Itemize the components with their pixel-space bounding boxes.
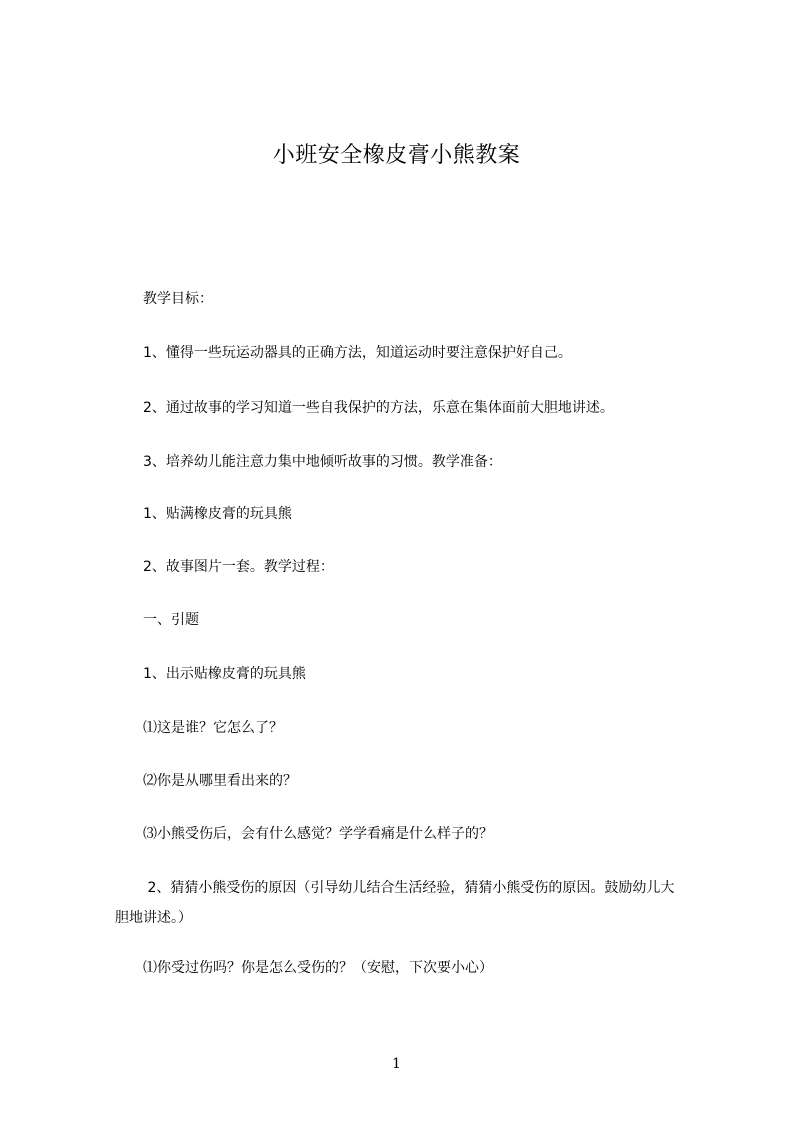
paragraph-question-4: ⑴你受过伤吗？你是怎么受伤的？（安慰，下次要小心）: [115, 960, 493, 976]
paragraph-question-1: ⑴这是谁？它怎么了？: [115, 720, 283, 736]
paragraph-teaching-goals-heading: 教学目标：: [115, 291, 213, 307]
paragraph-question-3: ⑶小熊受伤后，会有什么感觉？学学看痛是什么样子的？: [115, 826, 493, 842]
paragraph-question-2: ⑵你是从哪里看出来的？: [115, 773, 297, 789]
paragraph-goal-3: 3、培养幼儿能注意力集中地倾听故事的习惯。教学准备：: [115, 454, 502, 470]
paragraph-prep-1: 1、贴满橡皮膏的玩具熊: [115, 506, 292, 522]
paragraph-goal-2: 2、通过故事的学习知道一些自我保护的方法，乐意在集体面前大胆地讲述。: [115, 400, 614, 416]
document-title: 小班安全橡皮膏小熊教案: [272, 143, 521, 168]
paragraph-prep-2: 2、故事图片一套。教学过程：: [115, 559, 334, 575]
page-number: 1: [392, 1056, 401, 1072]
paragraph-step-2: 2、猜猜小熊受伤的原因（引导幼儿结合生活经验，猜猜小熊受伤的原因。鼓励幼儿大胆地讲述。）: [115, 880, 675, 926]
paragraph-goal-1: 1、懂得一些玩运动器具的正确方法，知道运动时要注意保护好自己。: [115, 345, 572, 361]
paragraph-section-intro: 一、引题: [115, 612, 199, 628]
paragraph-step-1: 1、出示贴橡皮膏的玩具熊: [115, 666, 306, 682]
